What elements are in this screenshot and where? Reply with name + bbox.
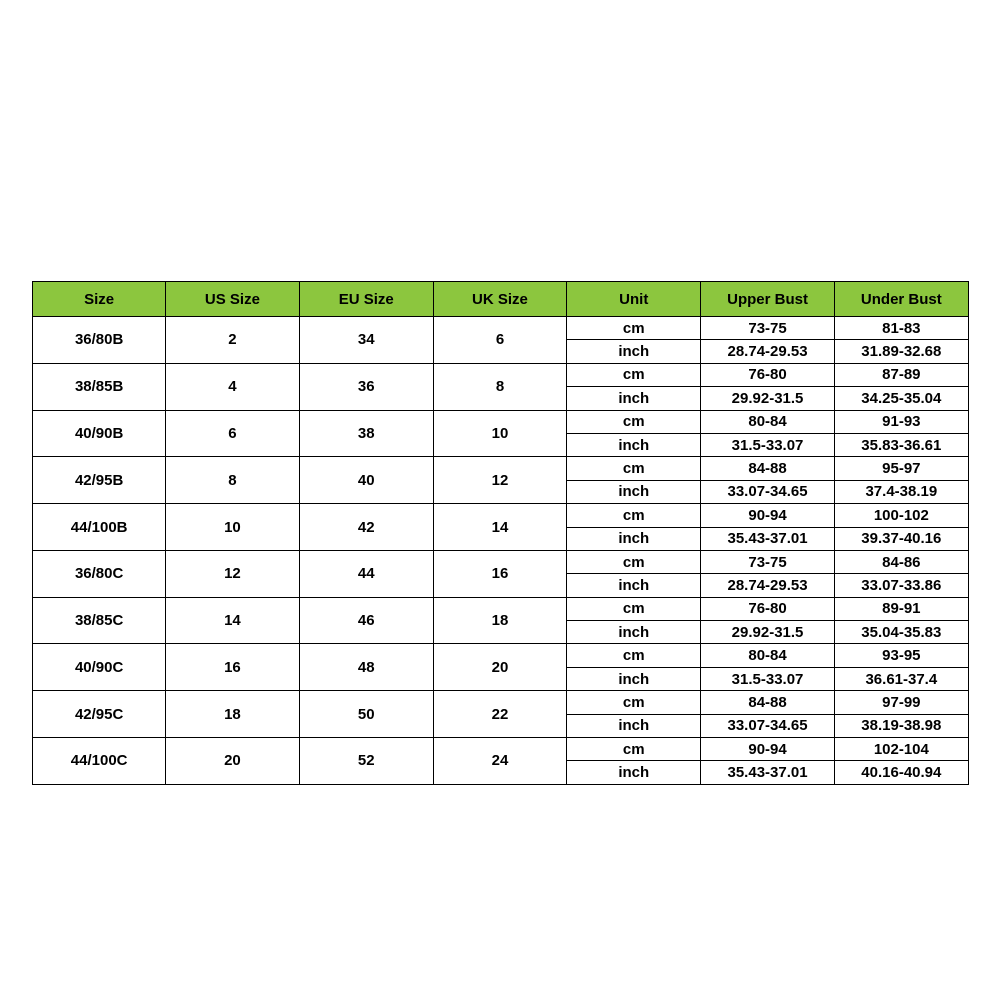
cell-size: 40/90C [33, 644, 166, 691]
cell-size: 36/80B [33, 317, 166, 364]
cell-us-size: 18 [166, 691, 299, 738]
cell-eu-size: 44 [299, 550, 433, 597]
cell-unit: cm [567, 410, 701, 433]
header-eu-size: EU Size [299, 282, 433, 317]
table-row [33, 410, 969, 433]
cell-under-bust: 31.89-32.68 [834, 340, 968, 363]
cell-unit: inch [567, 387, 701, 410]
table-row [33, 597, 969, 620]
cell-eu-size: 46 [299, 597, 433, 644]
cell-under-bust: 95-97 [834, 457, 968, 480]
header-uk-size: UK Size [433, 282, 566, 317]
cell-upper-bust: 76-80 [701, 597, 834, 620]
cell-us-size: 10 [166, 504, 299, 551]
cell-unit: inch [567, 574, 701, 597]
table-row [33, 644, 969, 667]
cell-unit: inch [567, 480, 701, 503]
cell-under-bust: 35.83-36.61 [834, 433, 968, 456]
cell-unit: cm [567, 317, 701, 340]
cell-unit: cm [567, 597, 701, 620]
cell-us-size: 12 [166, 550, 299, 597]
cell-unit: cm [567, 363, 701, 386]
cell-us-size: 4 [166, 363, 299, 410]
header-under-bust: Under Bust [834, 282, 968, 317]
cell-upper-bust: 28.74-29.53 [701, 340, 834, 363]
cell-eu-size: 38 [299, 410, 433, 457]
cell-upper-bust: 90-94 [701, 504, 834, 527]
header-unit: Unit [567, 282, 701, 317]
cell-size: 36/80C [33, 550, 166, 597]
cell-us-size: 2 [166, 317, 299, 364]
cell-eu-size: 48 [299, 644, 433, 691]
cell-under-bust: 91-93 [834, 410, 968, 433]
table-row [33, 550, 969, 573]
cell-upper-bust: 33.07-34.65 [701, 480, 834, 503]
cell-uk-size: 18 [433, 597, 566, 644]
header-row [33, 282, 969, 317]
cell-under-bust: 97-99 [834, 691, 968, 714]
cell-under-bust: 37.4-38.19 [834, 480, 968, 503]
table-row [33, 504, 969, 527]
cell-size: 44/100B [33, 504, 166, 551]
cell-upper-bust: 90-94 [701, 738, 834, 761]
cell-size: 38/85C [33, 597, 166, 644]
cell-eu-size: 34 [299, 317, 433, 364]
cell-under-bust: 102-104 [834, 738, 968, 761]
cell-upper-bust: 33.07-34.65 [701, 714, 834, 737]
cell-unit: cm [567, 738, 701, 761]
table-row [33, 363, 969, 386]
cell-uk-size: 24 [433, 738, 566, 785]
header-size: Size [33, 282, 166, 317]
cell-upper-bust: 84-88 [701, 457, 834, 480]
cell-eu-size: 50 [299, 691, 433, 738]
cell-unit: inch [567, 667, 701, 690]
cell-unit: inch [567, 621, 701, 644]
cell-under-bust: 89-91 [834, 597, 968, 620]
cell-us-size: 20 [166, 738, 299, 785]
cell-unit: cm [567, 691, 701, 714]
cell-us-size: 16 [166, 644, 299, 691]
cell-upper-bust: 73-75 [701, 317, 834, 340]
cell-upper-bust: 76-80 [701, 363, 834, 386]
size-chart-table [32, 281, 969, 785]
table-row [33, 738, 969, 761]
cell-unit: cm [567, 504, 701, 527]
cell-unit: cm [567, 550, 701, 573]
cell-unit: inch [567, 340, 701, 363]
cell-size: 42/95B [33, 457, 166, 504]
cell-under-bust: 87-89 [834, 363, 968, 386]
cell-uk-size: 10 [433, 410, 566, 457]
cell-uk-size: 8 [433, 363, 566, 410]
cell-upper-bust: 29.92-31.5 [701, 621, 834, 644]
cell-size: 42/95C [33, 691, 166, 738]
cell-uk-size: 12 [433, 457, 566, 504]
cell-upper-bust: 73-75 [701, 550, 834, 573]
cell-uk-size: 22 [433, 691, 566, 738]
table-row [33, 691, 969, 714]
cell-upper-bust: 29.92-31.5 [701, 387, 834, 410]
table-row [33, 317, 969, 340]
cell-upper-bust: 80-84 [701, 410, 834, 433]
cell-under-bust: 33.07-33.86 [834, 574, 968, 597]
cell-uk-size: 16 [433, 550, 566, 597]
cell-unit: inch [567, 714, 701, 737]
header-upper-bust: Upper Bust [701, 282, 834, 317]
cell-eu-size: 40 [299, 457, 433, 504]
cell-under-bust: 34.25-35.04 [834, 387, 968, 410]
cell-eu-size: 36 [299, 363, 433, 410]
cell-size: 38/85B [33, 363, 166, 410]
cell-uk-size: 20 [433, 644, 566, 691]
header-us-size: US Size [166, 282, 299, 317]
table-row [33, 457, 969, 480]
cell-unit: cm [567, 457, 701, 480]
cell-upper-bust: 31.5-33.07 [701, 667, 834, 690]
cell-under-bust: 100-102 [834, 504, 968, 527]
cell-unit: inch [567, 433, 701, 456]
cell-unit: inch [567, 527, 701, 550]
cell-unit: cm [567, 644, 701, 667]
cell-under-bust: 36.61-37.4 [834, 667, 968, 690]
cell-us-size: 8 [166, 457, 299, 504]
cell-under-bust: 35.04-35.83 [834, 621, 968, 644]
cell-under-bust: 38.19-38.98 [834, 714, 968, 737]
cell-uk-size: 6 [433, 317, 566, 364]
cell-eu-size: 52 [299, 738, 433, 785]
cell-upper-bust: 80-84 [701, 644, 834, 667]
cell-upper-bust: 35.43-37.01 [701, 527, 834, 550]
cell-size: 40/90B [33, 410, 166, 457]
cell-size: 44/100C [33, 738, 166, 785]
cell-upper-bust: 84-88 [701, 691, 834, 714]
cell-upper-bust: 35.43-37.01 [701, 761, 834, 784]
cell-us-size: 6 [166, 410, 299, 457]
cell-uk-size: 14 [433, 504, 566, 551]
cell-under-bust: 81-83 [834, 317, 968, 340]
cell-upper-bust: 28.74-29.53 [701, 574, 834, 597]
cell-upper-bust: 31.5-33.07 [701, 433, 834, 456]
cell-us-size: 14 [166, 597, 299, 644]
cell-under-bust: 40.16-40.94 [834, 761, 968, 784]
cell-under-bust: 93-95 [834, 644, 968, 667]
cell-eu-size: 42 [299, 504, 433, 551]
cell-under-bust: 84-86 [834, 550, 968, 573]
cell-unit: inch [567, 761, 701, 784]
cell-under-bust: 39.37-40.16 [834, 527, 968, 550]
